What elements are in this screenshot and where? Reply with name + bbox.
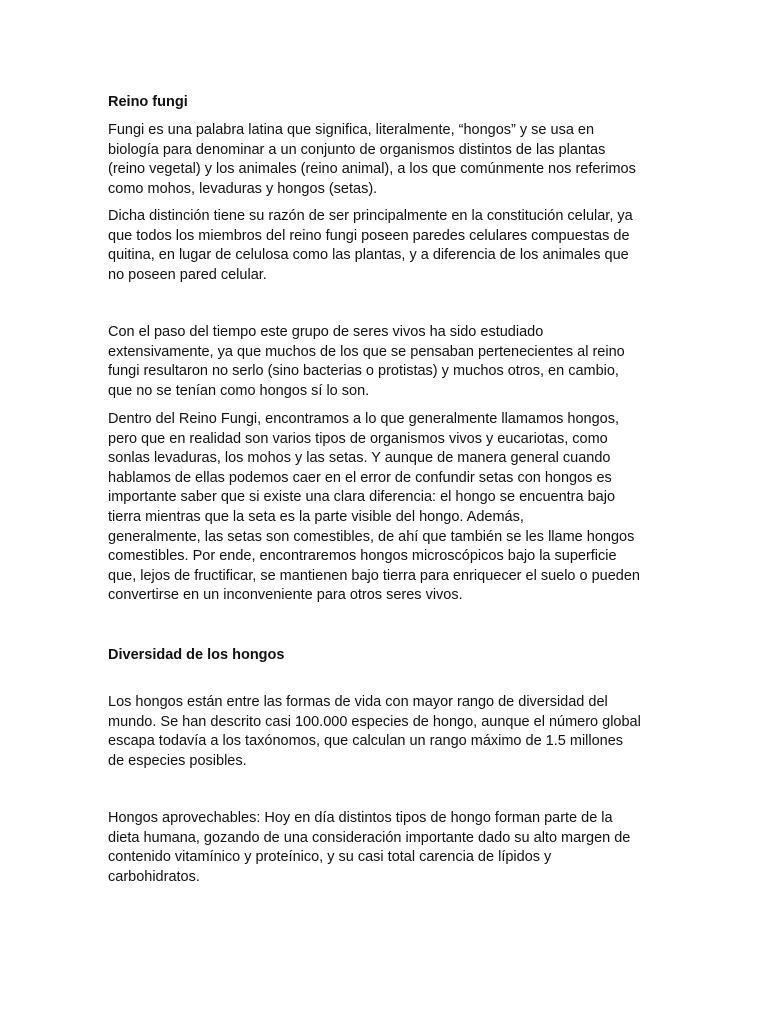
text-line: que no se tenían como hongos sí lo son. [108,382,370,399]
text-line: fungi resultaron no serlo (sino bacterias o protistas) y muchos otros, en cambio, [108,363,619,380]
text-line: extensivamente, ya que muchos de los que se pensaban pertenecientes al reino [108,343,625,360]
text-line: hablamos de ellas podemos caer en el error de confundir setas con hongos es [108,469,612,486]
text-line: Hongos aprovechables: Hoy en día distintos tipos de hongo forman parte de la [108,810,613,826]
text-line: mundo. Se han descrito casi 100.000 especies de hongo, aunque el número global [108,713,641,730]
text-line: quitina, en lugar de celulosa como las plantas, y a diferencia de los animales que [108,247,629,264]
text-line: carbohidratos. [108,868,200,885]
text-line: convertirse en un inconveniente para otros seres vivos. [108,587,463,604]
paragraph-kingdom-contents [108,410,668,606]
text-line: Dentro del Reino Fungi, encontramos a lo que generalmente llamamos hongos, [108,411,620,427]
paragraph-diversity [108,693,668,771]
text-line: Con el paso del tiempo este grupo de seres vivos ha sido estudiado [108,324,544,340]
text-line: que todos los miembros del reino fungi poseen paredes celulares compuestas de [108,227,630,244]
text-line: tierra mientras que la seta es la parte visible del hongo. Además, [108,508,524,525]
paragraph-edible-fungi [108,809,668,887]
heading-reino-fungi: Reino fungi [108,94,188,110]
text-line: que, lejos de fructificar, se mantienen bajo tierra para enriquecer el suelo o pueden [108,567,640,584]
heading-diversidad: Diversidad de los hongos [108,647,285,663]
text-line: no poseen pared celular. [108,266,267,283]
text-line: Fungi es una palabra latina que significa, literalmente, “hongos” y se usa en [108,122,595,138]
paragraph-study-history [108,323,668,401]
text-line: importante saber que si existe una clara diferencia: el hongo se encuentra bajo [108,489,616,506]
text-line: sonlas levaduras, los mohos y las setas. Y aunque de manera general cuando [108,450,611,467]
text-line: (reino vegetal) y los animales (reino animal), a los que comúnmente nos referimos [108,161,636,178]
paragraph-cell-distinction [108,207,668,285]
text-line: dieta humana, gozando de una consideración importante dado su alto margen de [108,829,631,846]
text-line: contenido vitamínico y proteínico, y su casi total carencia de lípidos y [108,849,552,866]
text-line: de especies posibles. [108,752,247,769]
paragraph-fungi-definition [108,121,668,199]
text-line: comestibles. Por ende, encontraremos hongos microscópicos bajo la superficie [108,548,617,565]
text-line: generalmente, las setas son comestibles, de ahí que también se les llame hongos [108,528,635,545]
text-line: como mohos, levaduras y hongos (setas). [108,180,378,197]
text-line: pero que en realidad son varios tipos de organismos vivos y eucariotas, como [108,430,608,447]
text-line: Los hongos están entre las formas de vida con mayor rango de diversidad del [108,694,608,710]
text-line: Dicha distinción tiene su razón de ser principalmente en la constitución celular, ya [108,208,633,224]
text-line: biología para denominar a un conjunto de organismos distintos de las plantas [108,141,606,158]
text-line: escapa todavía a los taxónomos, que calculan un rango máximo de 1.5 millones [108,733,624,750]
